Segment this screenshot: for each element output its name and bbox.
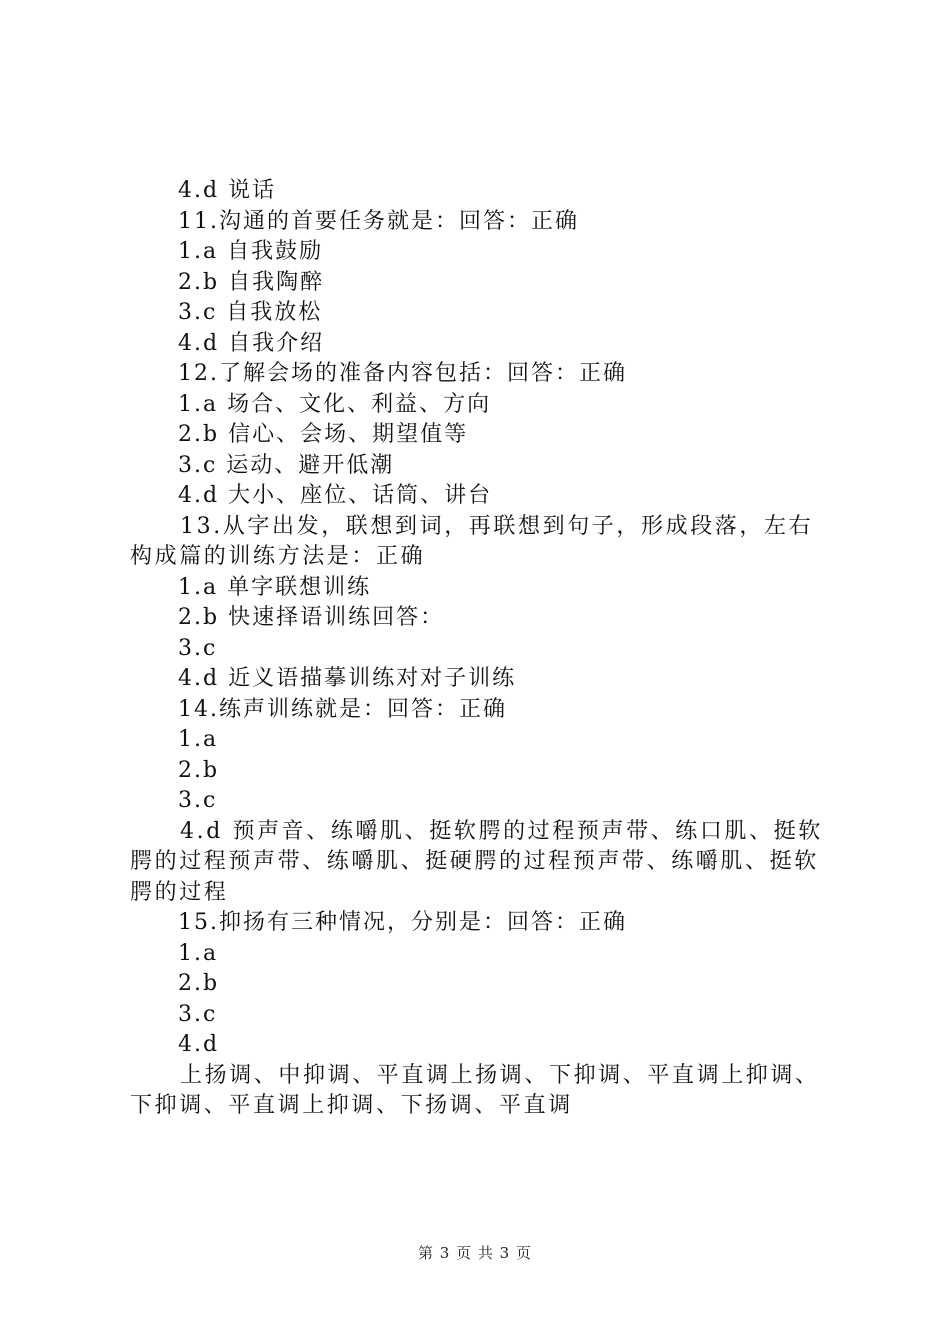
question-line: 11.沟通的首要任务就是：回答：正确: [178, 208, 579, 234]
option-line: 3.c 运动、避开低潮: [178, 452, 395, 478]
option-line: 1.a: [178, 940, 219, 966]
option-line: 2.b: [178, 757, 220, 783]
option-line: 4.d 说话: [178, 178, 277, 203]
question-line: 15.抑扬有三种情况，分别是：回答：正确: [178, 910, 627, 935]
option-line: 3.c 自我放松: [178, 300, 323, 325]
option-line: 3.c: [178, 1001, 218, 1027]
option-line: 2.b 自我陶醉: [178, 269, 325, 295]
option-line: 4.d 近义语描摹训练对对子训练: [178, 666, 517, 691]
option-line: 4.d: [178, 1032, 220, 1057]
option-line: 1.a 自我鼓励: [178, 239, 324, 264]
option-line: 2.b 快速择语训练回答：: [178, 605, 445, 630]
option-line: 3.c: [178, 788, 218, 813]
question-paragraph: 13.从字出发，联想到词，再联想到句子，形成段落，左右构成篇的训练方法是：正确: [130, 513, 814, 569]
option-paragraph: 4.d 预声音、练嚼肌、挺软腭的过程预声带、练口肌、挺软腭的过程预声带、练嚼肌、挺硬腭的过程预声带、练嚼肌、挺软腭的过程: [130, 818, 823, 905]
option-line: 1.a 单字联想训练: [178, 574, 372, 600]
option-line: 1.a: [178, 727, 219, 752]
question-line: 14.练声训练就是：回答：正确: [178, 696, 507, 722]
page-number-footer: 第 3 页 共 3 页: [418, 1244, 532, 1262]
option-line: 2.b 信心、会场、期望值等: [178, 422, 469, 447]
answer-paragraph: 上扬调、中抑调、平直调上扬调、下抑调、平直调上抑调、下抑调、平直调上抑调、下扬调、平直调: [130, 1062, 820, 1118]
option-line: 4.d 大小、座位、话筒、讲台: [178, 483, 493, 508]
option-line: 2.b: [178, 971, 220, 996]
option-line: 1.a 场合、文化、利益、方向: [178, 391, 492, 417]
question-line: 12.了解会场的准备内容包括：回答：正确: [178, 361, 627, 386]
option-line: 4.d 自我介绍: [178, 330, 325, 356]
option-line: 3.c: [178, 635, 218, 661]
document-body: [130, 176, 830, 1122]
